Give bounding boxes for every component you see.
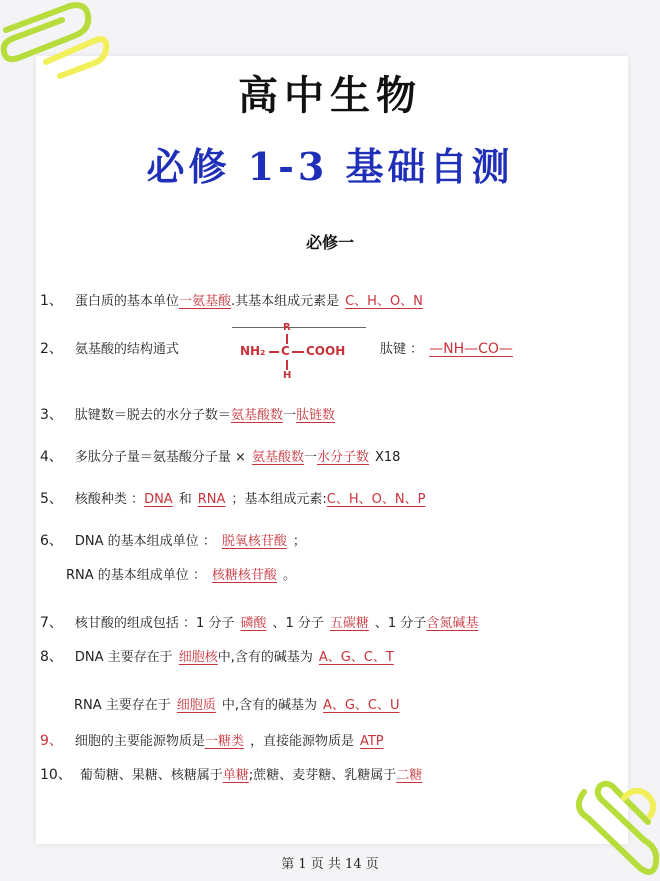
question-text: 氨基酸的结构通式 [74, 342, 179, 357]
question-number: 8、 [40, 649, 63, 665]
answer: 二糖 [396, 768, 423, 783]
answer: DNA [144, 492, 173, 507]
question-text: RNA 的基本组成单位 ： [66, 568, 206, 583]
question-number: 7、 [40, 615, 63, 631]
question-number: 2、 [40, 341, 63, 357]
question-text: 。 [282, 568, 296, 583]
question-text: .其基本组成元素是 [230, 294, 340, 309]
question-number: 9、 [40, 733, 63, 749]
answer: —NH—CO— [429, 341, 513, 357]
answer: 脱氧核苷酸 [221, 534, 287, 549]
answer: 含氮碱基 [426, 616, 479, 631]
question-text: 核甘酸的组成包括 ：1 分子 [74, 616, 235, 631]
formula-r-group: R [283, 322, 291, 333]
formula-hydrogen: H [283, 370, 292, 381]
question-text: 中,含有的碱基为 [221, 698, 317, 713]
operator: 一 [303, 450, 317, 465]
question-1 [40, 290, 423, 310]
question-text: DNA 主要存在于 [74, 650, 173, 665]
answer: 磷酸 [240, 616, 267, 631]
question-text: 中,含有的碱基为 [217, 650, 313, 665]
answer: 核糖核苷酸 [211, 568, 277, 583]
question-number: 6、 [40, 533, 63, 549]
answer: 肽链数 [295, 408, 335, 423]
formula-amino-group: NH₂ [240, 344, 266, 358]
question-text: 、1 分子 [272, 616, 324, 631]
question-text: ;蔗糖、麦芽糖、乳糖属于 [248, 768, 397, 783]
question-text: 细胞的主要能源物质是 [74, 734, 205, 749]
question-text: 和 [178, 492, 192, 507]
answer: C、H、O、N [345, 294, 423, 309]
question-text: ；基本组成元素: [231, 492, 327, 507]
question-8-rna [74, 694, 400, 713]
answer: 一氨基酸 [178, 294, 231, 309]
answer: A、G、C、U [322, 698, 400, 713]
formula-carboxyl-group: COOH [306, 344, 346, 358]
answer: 氨基酸数 [230, 408, 283, 423]
answer: 细胞核 [178, 650, 218, 665]
question-text: 多肽分子量＝氨基酸分子量 × [74, 450, 246, 465]
question-2 [40, 338, 179, 358]
question-7 [40, 612, 478, 632]
question-text: 肽键数＝脱去的水分子数＝ [74, 408, 231, 423]
question-6-rna [66, 564, 296, 583]
answer: RNA [197, 492, 226, 507]
answer: 一糖类 [204, 734, 244, 749]
question-text: ，直接能源物质是 [249, 734, 354, 749]
question-number: 3、 [40, 407, 63, 423]
question-8-dna [40, 646, 394, 666]
question-number: 5、 [40, 491, 63, 507]
section-heading: 必修一 [305, 233, 354, 252]
question-text: RNA 主要存在于 [74, 698, 171, 713]
question-text: 葡萄糖、果糖、核糖属于 [79, 768, 223, 783]
question-text: 核酸种类 ： [74, 492, 145, 507]
question-10 [40, 764, 422, 784]
answer: C、H、O、N、P [326, 492, 426, 507]
question-3 [40, 404, 335, 424]
peptide-bond-line [380, 338, 513, 357]
answer: ATP [359, 734, 384, 749]
question-number: 4、 [40, 449, 63, 465]
answer: A、G、C、T [318, 650, 394, 665]
page-subtitle: 必修 1-3 基础自测 [146, 144, 514, 189]
question-number: 1、 [40, 293, 63, 309]
question-9 [40, 730, 384, 750]
question-text: X18 [375, 450, 401, 465]
page-title: 高中生物 [238, 72, 422, 119]
question-text: 蛋白质的基本单位 [74, 294, 179, 309]
answer: 五碳糖 [329, 616, 369, 631]
answer: 水分子数 [316, 450, 369, 465]
question-text: 肽键 ： [380, 342, 424, 357]
question-6-dna [40, 530, 306, 550]
question-5 [40, 488, 425, 508]
amino-acid-structural-formula [232, 320, 366, 384]
operator: 一 [282, 408, 296, 423]
question-text: DNA 的基本组成单位 ： [74, 534, 216, 549]
question-4 [40, 446, 400, 466]
question-number: 10、 [40, 767, 72, 783]
page-footer: 第 1 页 共 14 页 [281, 857, 379, 872]
answer: 细胞质 [176, 698, 216, 713]
answer: 氨基酸数 [251, 450, 304, 465]
question-text: 、1 分子 [374, 616, 427, 631]
formula-alpha-carbon: C [281, 344, 290, 358]
question-text: ； [292, 534, 306, 549]
answer: 单糖 [222, 768, 249, 783]
